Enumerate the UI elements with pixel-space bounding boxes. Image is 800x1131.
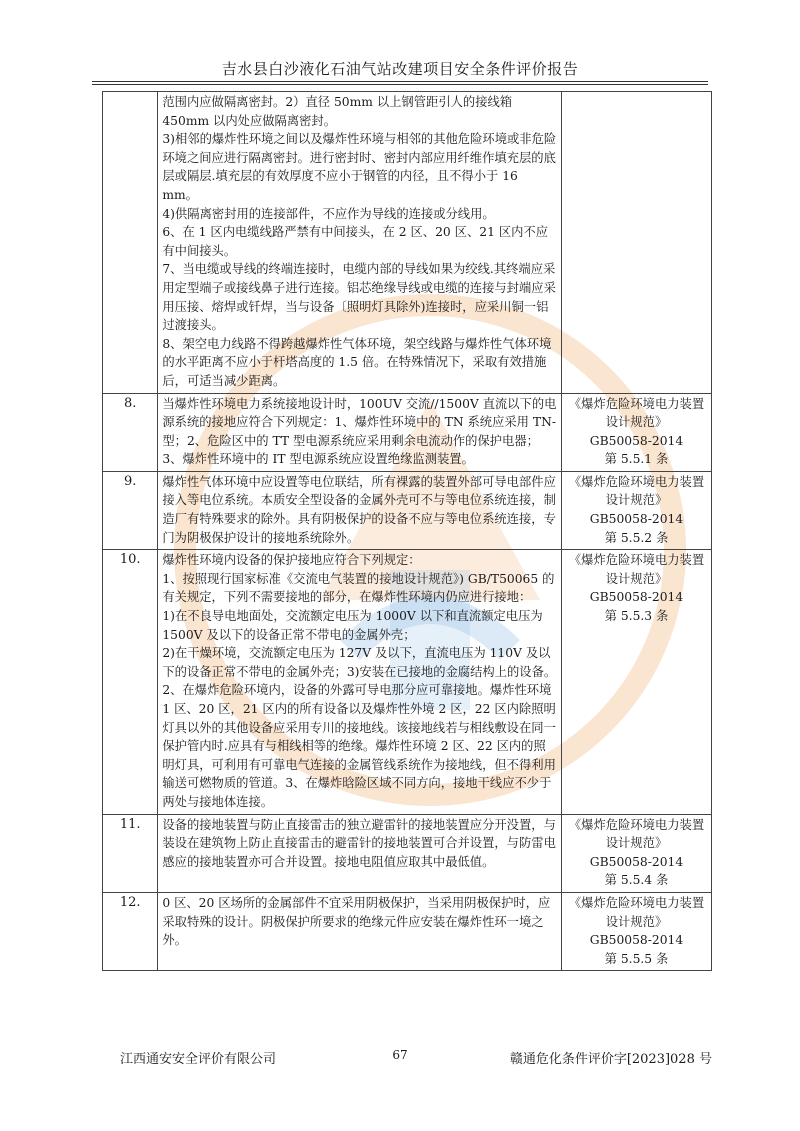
requirement-text [158, 471, 562, 549]
reference-line: 《爆炸危险环境电力装置设计规范》 [568, 817, 705, 851]
table-row [103, 814, 712, 892]
reference-standard [562, 393, 712, 471]
requirement-text [158, 92, 562, 394]
requirement-paragraph: 1)在不良导电地面处，交流额定电压为 1000V 以下和直流额定电压为 1500V 及以下的设备正常不带电的金属外壳； [162, 609, 543, 642]
reference-standard [562, 471, 712, 549]
requirement-paragraph: 1、按照现行国家标准《交流电气装置的接地设计规范》) GB/T50065 的有关规定，下列不需要接地的部分，在爆炸性环境内仍应进行接地： [162, 571, 555, 605]
row-number: 10. [103, 550, 158, 814]
reference-line: 《爆炸危险环境电力装置设计规范》 [568, 895, 705, 929]
requirement-paragraph: 爆炸性气体环境中应设置等电位联结，所有裸露的装置外部可导电部件应接入等电位系统。本质安全型设备的金属外壳可不与等电位系统连接，制造厂有特殊要求的除外。具有阴极保护的设备不应与等电位系统连接，专门为阴极保护设计的接地系统除外。 [162, 474, 556, 545]
requirement-paragraph: 爆炸性环境内设备的保护接地应符合下列规定： [162, 553, 421, 568]
table-row [103, 471, 712, 549]
requirement-paragraph: 3)相邻的爆炸性环境之间以及爆炸性环境与相邻的其他危险环境或非危险环境之间应进行隔离密封。进行密封时、密封内部应用纤维作填充层的底层或隔层.填充层的有效厚度不应小于钢管的内径，且不得小于 16 mm。 [162, 132, 557, 202]
reference-line: GB50058-2014 [589, 512, 684, 527]
requirement-paragraph: 0 区、20 区场所的金属部件不宜采用阴极保护，当采用阴极保护时，应采取特殊的设计。阴极保护所要求的绝缘元件应安装在爆炸性环一境之外。 [162, 895, 551, 948]
reference-line: 《爆炸危险环境电力装置设计规范》 [568, 553, 705, 586]
row-number: 8. [103, 393, 158, 471]
row-number: 9. [103, 471, 158, 549]
requirement-paragraph: 当爆炸性环境电力系统接地设计时，100UV 交流//1500V 直流以下的电源系统的接地应符合下列规定：1、爆炸性环境中的 TN 系统应采用 TN-型；2、危险区中的 TT 型电源系统应采用剩余电流动作的保护电器；3、爆炸性环境中的 IT 型电源系统应设置绝缘监测装置。 [162, 396, 557, 467]
reference-line: 第 5.5.1 条 [604, 452, 669, 467]
table-row [103, 550, 712, 814]
reference-line: GB50058-2014 [589, 433, 684, 448]
reference-line: GB50058-2014 [589, 590, 684, 605]
footer-company: 江西通安安全评价有限公司 [120, 1052, 277, 1067]
reference-line: GB50058-2014 [589, 854, 684, 869]
reference-line: 第 5.5.4 条 [604, 873, 669, 888]
specification-table [102, 91, 712, 971]
requirement-text [158, 892, 562, 970]
table-row [103, 393, 712, 471]
header-rule [92, 81, 708, 82]
requirement-paragraph: 8、架空电力线路不得跨越爆炸性气体环境，架空线路与爆炸性气体环境的水平距离不应小于杆塔高度的 1.5 倍。在特殊情况下，采取有效措施后，可适当减少距离。 [162, 336, 552, 388]
reference-line: 《爆炸危险环境电力装置设计规范》 [568, 396, 705, 430]
reference-line: 第 5.5.2 条 [604, 530, 669, 545]
requirement-paragraph: 6、在 1 区内电缆线路严禁有中间接头，在 2 区、20 区、21 区内不应有中间接头。 [162, 225, 549, 258]
page-header-title: 吉水县白沙液化石油气站改建项目安全条件评价报告 [221, 60, 579, 78]
reference-line: GB50058-2014 [589, 933, 684, 948]
reference-standard [562, 550, 712, 814]
requirement-paragraph: 2)在干燥环境，交流额定电压为 127V 及以下，直流电压为 110V 及以下的设备正常不带电的金属外壳；3)安装在已接地的金腐结构上的设备。 2、在爆炸危险环境内，设备的外露可导电那分应可靠接地。爆炸性环境 1 区、20 区，21 区内的所有设备以及爆炸性外境 2 区，22 区内除照明灯具以外的其他设备应采用专川的接地线。该接地线若与相线敷设在同一保护管内时.应具有与相线相等的绝缘。爆炸性环境 2 区、22 区内的照明灯具，可利用有可靠电气连接的金属管线系统作为接地线，但不得利用输送可燃物质的管道。3、在爆炸晗险区域不同方向，接地干线应不少于两处与接地体连接。 [162, 646, 557, 809]
requirement-paragraph: 4)供隔离密封用的连接部件，不应作为导线的连接或分线用。 [162, 206, 495, 221]
footer-page-number: 67 [392, 1048, 408, 1062]
requirement-text [158, 393, 562, 471]
reference-standard [562, 814, 712, 892]
row-number: 12. [103, 892, 158, 970]
reference-standard [562, 892, 712, 970]
table-row [103, 92, 712, 394]
row-number [103, 92, 158, 394]
reference-line: 第 5.5.5 条 [604, 951, 669, 966]
requirement-paragraph: 范围内应做隔离密封。2）直径 50mm 以上钢管距引人的接线箱 450mm 以内处应做隔离密封。 [162, 95, 513, 128]
requirement-text [158, 814, 562, 892]
requirement-paragraph: 7、当电缆或导线的终端连接时，电缆内部的导线如果为绞线.其终端应采用定型端子或接线鼻子进行连接。铝芯绝缘导线或电缆的连接与封端应采用压接、熔焊或钎焊，当与设备〔照明灯具除外)连接时，应采川铜一铝过渡接头。 [162, 262, 556, 333]
footer-document-number: 赣通危化条件评价字[2023]028 号 [509, 1052, 712, 1067]
table-row [103, 892, 712, 970]
reference-standard [562, 92, 712, 394]
row-number: 11. [103, 814, 158, 892]
requirement-text [158, 550, 562, 814]
reference-line: 《爆炸危险环境电力装置设计规范》 [568, 474, 705, 508]
requirement-paragraph: 设备的接地装置与防止直接雷击的独立避雷针的接地装置应分开没置，与装设在建筑物上防止直接雷击的避雷针的接地装置可合并设置，与防雷电感应的接地装置亦可合并设置。接地电阻值应取其中最低值。 [162, 817, 556, 869]
reference-line: 第 5.5.3 条 [604, 609, 669, 624]
header-rule-double [92, 84, 708, 85]
